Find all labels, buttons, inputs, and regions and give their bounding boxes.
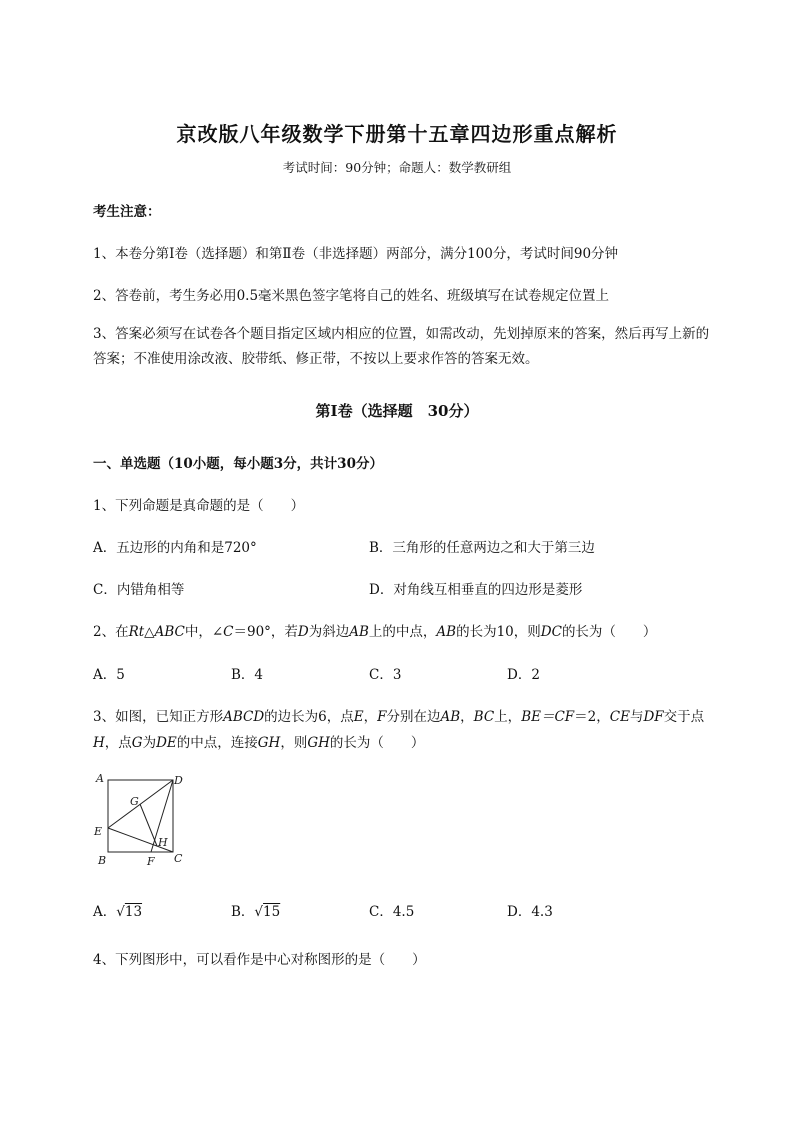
square-geometry-figure <box>88 770 198 870</box>
section-title: 第Ⅰ卷（选择题 30分） <box>315 402 479 420</box>
question-3-stem-line-2 <box>93 731 424 751</box>
sqrt-symbol: √ <box>116 904 125 920</box>
q3-math: ABCD <box>223 709 265 725</box>
q3-text: 交于点 <box>663 709 705 725</box>
notice-item-3: 3、答案必须写在试卷各个题目指定区域内相应的位置，如需改动，先划掉原来的答案，然后再写上新的答案；不准使用涂改液、胶带纸、修正带，不按以上要求作答的答案无效。 <box>93 326 710 367</box>
question-2-stem <box>93 620 656 640</box>
q3-math: DE <box>156 735 177 751</box>
question-2-option-a: A．5 <box>93 667 125 683</box>
q3-text: 的边长为6，点 <box>264 709 354 725</box>
label-b: B <box>98 854 107 867</box>
q3-math: CE <box>609 709 630 725</box>
q3-text: ＝2， <box>574 709 610 725</box>
q2-text: 上的中点， <box>368 624 437 640</box>
q2-text: ＝90°，若 <box>233 624 298 640</box>
q3-math: E <box>353 709 364 725</box>
q3-text: ，则 <box>280 735 308 751</box>
part-heading: 一、单选题（10小题，每小题3分，共计30分） <box>93 456 383 472</box>
q3-option-a-prefix: A． <box>93 904 117 920</box>
q3-text: ， <box>460 709 474 725</box>
q3-text: ， <box>363 709 378 725</box>
sqrt-symbol: √ <box>254 904 264 920</box>
question-3-option-d: D．4.3 <box>507 904 553 920</box>
q3-text: 3、如图，已知正方形 <box>93 709 224 725</box>
question-1-stem: 1、下列命题是真命题的是（ ） <box>93 498 305 514</box>
q2-math: D <box>297 624 309 640</box>
question-4-stem: 4、下列图形中，可以看作是中心对称图形的是（ ） <box>93 952 426 968</box>
q3-math: BE＝CF <box>521 709 575 725</box>
q3-option-b-prefix: B． <box>231 904 255 920</box>
page-title: 京改版八年级数学下册第十五章四边形重点解析 <box>176 122 618 146</box>
q2-text: 的长为10，则 <box>456 624 541 640</box>
q3-text: ，点 <box>104 735 132 751</box>
q3-text: 的中点，连接 <box>176 735 258 751</box>
label-a: A <box>96 772 104 785</box>
label-h: H <box>158 836 168 849</box>
question-1-option-d: D．对角线互相垂直的四边形是菱形 <box>369 582 583 598</box>
q3-math: BC <box>473 709 495 725</box>
question-3-stem-line-1 <box>93 705 704 725</box>
question-2-option-b: B．4 <box>231 667 264 683</box>
segment-gh <box>140 804 157 846</box>
q2-text: 2、在 <box>93 624 129 640</box>
q3-option-a-radicand: 13 <box>124 904 143 920</box>
notice-item-2: 2、答卷前，考生务必用0.5毫米黑色签字笔将自己的姓名、班级填写在试卷规定位置上 <box>93 288 610 304</box>
question-1-option-b: B．三角形的任意两边之和大于第三边 <box>369 540 595 556</box>
label-f: F <box>147 855 155 868</box>
q3-math: DF <box>643 709 664 725</box>
q3-math: G <box>131 735 143 751</box>
question-3-option-b <box>231 900 280 920</box>
q2-text: 中，∠ <box>184 624 224 640</box>
question-3-option-a <box>93 900 142 920</box>
q2-math: DC <box>540 624 562 640</box>
q2-text: 为斜边 <box>308 624 350 640</box>
question-1-option-a: A．五边形的内角和是720° <box>93 540 257 556</box>
q2-math: Rt△ABC <box>128 624 185 640</box>
q3-text: 为 <box>142 735 157 751</box>
q2-text: 的长为（ ） <box>561 624 657 640</box>
label-e: E <box>94 825 103 838</box>
q2-math: C <box>223 624 234 640</box>
question-2-option-d: D．2 <box>507 667 540 683</box>
q3-math: H <box>93 735 105 751</box>
q3-text: 分别在边 <box>386 709 441 725</box>
notice-item-1: 1、本卷分第Ⅰ卷（选择题）和第Ⅱ卷（非选择题）两部分，满分100分，考试时间90分钟 <box>93 246 619 262</box>
q3-math: GH <box>307 735 330 751</box>
exam-info: 考试时间：90分钟；命题人：数学教研组 <box>282 160 512 175</box>
question-1-option-c: C．内错角相等 <box>93 582 185 598</box>
q3-option-b-radicand: 15 <box>263 904 281 920</box>
question-2-option-c: C．3 <box>369 667 402 683</box>
q3-math: GH <box>257 735 281 751</box>
q2-math: AB <box>436 624 457 640</box>
q3-text: 上， <box>494 709 522 725</box>
q2-math: AB <box>349 624 369 640</box>
q3-math: F <box>377 709 387 725</box>
q3-text: 与 <box>629 709 644 725</box>
notice-heading: 考生注意： <box>93 204 161 220</box>
question-3-option-c: C．4.5 <box>369 904 415 920</box>
label-d: D <box>174 774 183 787</box>
q3-text: 的长为（ ） <box>329 735 425 751</box>
label-g: G <box>130 795 139 808</box>
q3-math: AB <box>440 709 461 725</box>
label-c: C <box>174 852 183 865</box>
